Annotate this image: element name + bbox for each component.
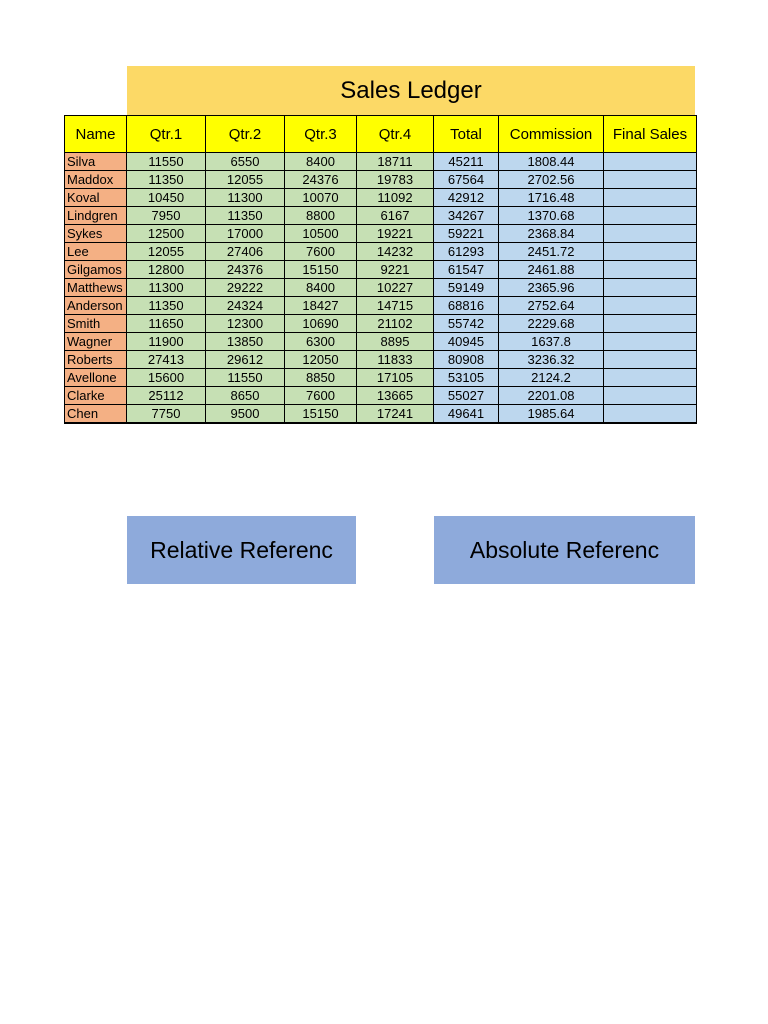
table-row <box>65 333 697 351</box>
cell-final-sales[interactable] <box>604 405 697 424</box>
cell-name[interactable]: Maddox <box>65 171 127 189</box>
cell-commission[interactable]: 1808.44 <box>499 153 604 171</box>
cell-name[interactable]: Roberts <box>65 351 127 369</box>
cell-final-sales[interactable] <box>604 153 697 171</box>
cell-qtr1[interactable]: 7750 <box>127 405 206 424</box>
cell-qtr2[interactable]: 29612 <box>206 351 285 369</box>
table-row <box>65 315 697 333</box>
cell-qtr3[interactable]: 6300 <box>285 333 357 351</box>
cell-name[interactable]: Gilgamos <box>65 261 127 279</box>
cell-qtr3[interactable]: 8800 <box>285 207 357 225</box>
table-row <box>65 243 697 261</box>
cell-name[interactable]: Matthews <box>65 279 127 297</box>
cell-name[interactable]: Clarke <box>65 387 127 405</box>
sheet-title <box>127 66 695 115</box>
absolute-reference-label: Absolute Referenc <box>469 536 660 563</box>
cell-qtr1[interactable]: 12500 <box>127 225 206 243</box>
cell-qtr3[interactable]: 8850 <box>285 369 357 387</box>
cell-qtr3[interactable]: 8400 <box>285 153 357 171</box>
cell-name[interactable]: Koval <box>65 189 127 207</box>
cell-commission[interactable]: 1637.8 <box>499 333 604 351</box>
cell-qtr4[interactable]: 21102 <box>357 315 434 333</box>
ledger-body <box>65 153 697 424</box>
cell-total[interactable]: 59149 <box>434 279 499 297</box>
cell-qtr1[interactable]: 11300 <box>127 279 206 297</box>
cell-commission[interactable]: 1370.68 <box>499 207 604 225</box>
cell-final-sales[interactable] <box>604 315 697 333</box>
cell-qtr2[interactable]: 11550 <box>206 369 285 387</box>
table-row <box>65 189 697 207</box>
cell-qtr2[interactable]: 8650 <box>206 387 285 405</box>
cell-final-sales[interactable] <box>604 387 697 405</box>
relative-reference-label: Relative Referenc <box>150 536 333 563</box>
cell-name[interactable]: Lindgren <box>65 207 127 225</box>
cell-qtr1[interactable]: 12055 <box>127 243 206 261</box>
header-qtr4[interactable]: Qtr.4 <box>357 116 434 153</box>
cell-commission[interactable]: 2368.84 <box>499 225 604 243</box>
table-row <box>65 405 697 424</box>
cell-qtr3[interactable]: 10500 <box>285 225 357 243</box>
cell-total[interactable]: 49641 <box>434 405 499 424</box>
table-row <box>65 207 697 225</box>
table-row <box>65 297 697 315</box>
sales-ledger-table <box>64 115 697 424</box>
cell-name[interactable]: Smith <box>65 315 127 333</box>
cell-qtr4[interactable]: 19221 <box>357 225 434 243</box>
cell-commission[interactable]: 3236.32 <box>499 351 604 369</box>
cell-qtr4[interactable]: 11833 <box>357 351 434 369</box>
relative-reference-button[interactable] <box>127 516 356 584</box>
header-commission[interactable]: Commission <box>499 116 604 153</box>
cell-commission[interactable]: 2201.08 <box>499 387 604 405</box>
cell-qtr2[interactable]: 11300 <box>206 189 285 207</box>
cell-total[interactable]: 53105 <box>434 369 499 387</box>
cell-qtr2[interactable]: 29222 <box>206 279 285 297</box>
cell-qtr2[interactable]: 11350 <box>206 207 285 225</box>
table-row <box>65 351 697 369</box>
header-row <box>65 116 697 153</box>
cell-qtr2[interactable]: 27406 <box>206 243 285 261</box>
header-total[interactable]: Total <box>434 116 499 153</box>
cell-name[interactable]: Sykes <box>65 225 127 243</box>
cell-commission[interactable]: 1985.64 <box>499 405 604 424</box>
cell-qtr4[interactable]: 18711 <box>357 153 434 171</box>
table-row <box>65 153 697 171</box>
cell-commission[interactable]: 1716.48 <box>499 189 604 207</box>
cell-qtr4[interactable]: 10227 <box>357 279 434 297</box>
cell-total[interactable]: 68816 <box>434 297 499 315</box>
cell-final-sales[interactable] <box>604 207 697 225</box>
cell-qtr3[interactable]: 15150 <box>285 261 357 279</box>
cell-qtr1[interactable]: 11550 <box>127 153 206 171</box>
cell-qtr4[interactable]: 6167 <box>357 207 434 225</box>
cell-final-sales[interactable] <box>604 243 697 261</box>
cell-commission[interactable]: 2124.2 <box>499 369 604 387</box>
cell-qtr1[interactable]: 7950 <box>127 207 206 225</box>
table-row <box>65 369 697 387</box>
cell-final-sales[interactable] <box>604 189 697 207</box>
cell-qtr4[interactable]: 17105 <box>357 369 434 387</box>
cell-total[interactable]: 55027 <box>434 387 499 405</box>
header-qtr2[interactable]: Qtr.2 <box>206 116 285 153</box>
header-name[interactable]: Name <box>65 116 127 153</box>
cell-final-sales[interactable] <box>604 297 697 315</box>
cell-qtr1[interactable]: 11350 <box>127 171 206 189</box>
cell-qtr1[interactable]: 10450 <box>127 189 206 207</box>
table-row <box>65 279 697 297</box>
cell-name[interactable]: Wagner <box>65 333 127 351</box>
cell-final-sales[interactable] <box>604 225 697 243</box>
cell-total[interactable]: 80908 <box>434 351 499 369</box>
cell-qtr3[interactable]: 10690 <box>285 315 357 333</box>
cell-qtr2[interactable]: 9500 <box>206 405 285 424</box>
header-final-sales[interactable]: Final Sales <box>604 116 697 153</box>
cell-commission[interactable]: 2229.68 <box>499 315 604 333</box>
cell-qtr1[interactable]: 11900 <box>127 333 206 351</box>
cell-qtr3[interactable]: 24376 <box>285 171 357 189</box>
cell-name[interactable]: Silva <box>65 153 127 171</box>
cell-qtr2[interactable]: 6550 <box>206 153 285 171</box>
cell-qtr3[interactable]: 12050 <box>285 351 357 369</box>
cell-total[interactable]: 45211 <box>434 153 499 171</box>
cell-commission[interactable]: 2702.56 <box>499 171 604 189</box>
cell-final-sales[interactable] <box>604 261 697 279</box>
table-row <box>65 171 697 189</box>
cell-qtr1[interactable]: 11350 <box>127 297 206 315</box>
cell-total[interactable]: 59221 <box>434 225 499 243</box>
cell-qtr2[interactable]: 12055 <box>206 171 285 189</box>
cell-qtr4[interactable]: 14232 <box>357 243 434 261</box>
cell-qtr2[interactable]: 13850 <box>206 333 285 351</box>
cell-total[interactable]: 42912 <box>434 189 499 207</box>
header-qtr3[interactable]: Qtr.3 <box>285 116 357 153</box>
cell-qtr2[interactable]: 12300 <box>206 315 285 333</box>
table-row <box>65 225 697 243</box>
cell-total[interactable]: 61293 <box>434 243 499 261</box>
header-qtr1[interactable]: Qtr.1 <box>127 116 206 153</box>
cell-qtr1[interactable]: 15600 <box>127 369 206 387</box>
cell-name[interactable]: Avellone <box>65 369 127 387</box>
cell-name[interactable]: Anderson <box>65 297 127 315</box>
cell-qtr3[interactable]: 7600 <box>285 243 357 261</box>
cell-total[interactable]: 40945 <box>434 333 499 351</box>
cell-commission[interactable]: 2461.88 <box>499 261 604 279</box>
cell-final-sales[interactable] <box>604 171 697 189</box>
sheet-title-text: Sales Ledger <box>340 76 482 104</box>
cell-final-sales[interactable] <box>604 333 697 351</box>
cell-qtr4[interactable]: 19783 <box>357 171 434 189</box>
cell-qtr3[interactable]: 15150 <box>285 405 357 424</box>
table-row <box>65 387 697 405</box>
cell-qtr1[interactable]: 27413 <box>127 351 206 369</box>
absolute-reference-button[interactable] <box>434 516 695 584</box>
cell-qtr4[interactable]: 17241 <box>357 405 434 424</box>
cell-qtr4[interactable]: 9221 <box>357 261 434 279</box>
cell-qtr4[interactable]: 11092 <box>357 189 434 207</box>
cell-qtr4[interactable]: 13665 <box>357 387 434 405</box>
cell-qtr3[interactable]: 7600 <box>285 387 357 405</box>
cell-qtr2[interactable]: 24376 <box>206 261 285 279</box>
cell-qtr1[interactable]: 25112 <box>127 387 206 405</box>
cell-qtr1[interactable]: 12800 <box>127 261 206 279</box>
cell-final-sales[interactable] <box>604 369 697 387</box>
table-row <box>65 261 697 279</box>
cell-qtr2[interactable]: 24324 <box>206 297 285 315</box>
cell-name[interactable]: Chen <box>65 405 127 424</box>
cell-total[interactable]: 67564 <box>434 171 499 189</box>
cell-total[interactable]: 34267 <box>434 207 499 225</box>
cell-qtr1[interactable]: 11650 <box>127 315 206 333</box>
cell-commission[interactable]: 2752.64 <box>499 297 604 315</box>
cell-qtr3[interactable]: 18427 <box>285 297 357 315</box>
cell-final-sales[interactable] <box>604 351 697 369</box>
cell-commission[interactable]: 2365.96 <box>499 279 604 297</box>
cell-qtr2[interactable]: 17000 <box>206 225 285 243</box>
cell-total[interactable]: 61547 <box>434 261 499 279</box>
cell-commission[interactable]: 2451.72 <box>499 243 604 261</box>
cell-qtr3[interactable]: 8400 <box>285 279 357 297</box>
cell-qtr4[interactable]: 8895 <box>357 333 434 351</box>
cell-name[interactable]: Lee <box>65 243 127 261</box>
cell-total[interactable]: 55742 <box>434 315 499 333</box>
cell-final-sales[interactable] <box>604 279 697 297</box>
cell-qtr4[interactable]: 14715 <box>357 297 434 315</box>
cell-qtr3[interactable]: 10070 <box>285 189 357 207</box>
